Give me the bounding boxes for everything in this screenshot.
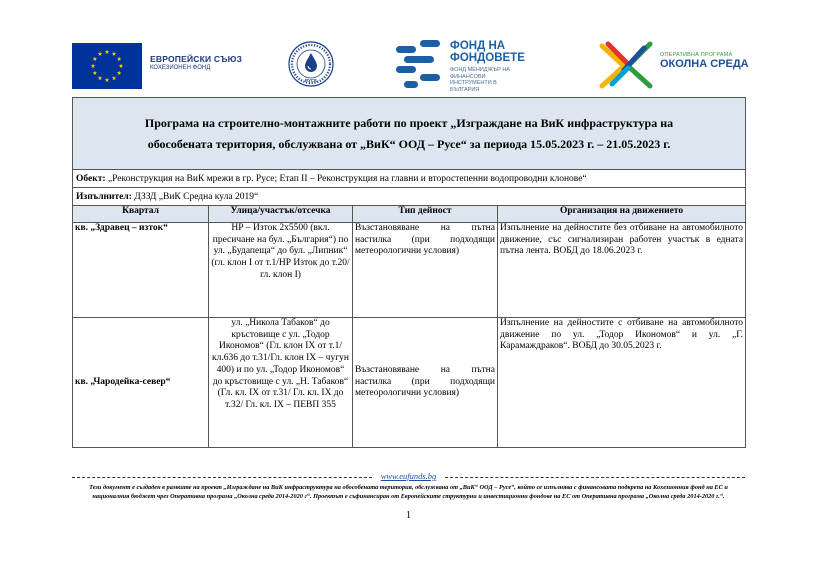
footer-url-line	[72, 471, 745, 483]
contractor-cell	[73, 188, 746, 206]
eu-name: ЕВРОПЕЙСКИ СЪЮЗ	[150, 54, 243, 64]
env-line2: ОКОЛНА СРЕДА	[660, 58, 749, 70]
environment-program-icon	[598, 40, 654, 90]
object-cell	[73, 170, 746, 188]
object-row	[73, 170, 746, 188]
column-header: Улица/участък/отсечка	[209, 206, 353, 223]
eu-flag-icon	[72, 43, 142, 89]
title-line-1: Програма на строително-монтажните работи по проект „Изграждане на ВиК инфраструктура на	[144, 115, 674, 130]
eufunds-link[interactable]: www.eufunds.bg	[380, 471, 437, 481]
column-header: Квартал	[73, 206, 209, 223]
object-value: „Реконструкция на ВиК мрежи в гр. Русе; Етап II – Реконструкция на главни и второстепенни водопроводни клонове“	[105, 173, 587, 184]
contractor-value: ДЗЗД „ВиК Средна кула 2019“	[131, 191, 259, 202]
district-cell: кв. „Здравец – изток“	[73, 223, 209, 318]
title-row	[73, 98, 746, 170]
fund-of-funds-text	[450, 40, 525, 93]
table-row	[73, 223, 746, 318]
fund-line1: ФОНД НА	[450, 40, 506, 52]
schedule-table	[72, 97, 746, 448]
column-header: Организация на движението	[498, 206, 746, 223]
document-title	[73, 98, 746, 170]
seal-label: РУСЕ	[305, 78, 317, 83]
activity-cell: Възстановяване на пътна настилка (при подходящи метеорологични условия)	[353, 223, 498, 318]
page-number: 1	[406, 510, 411, 521]
street-cell: ул. „Никола Табаков“ до кръстовище с ул. „Тодор Икономов“ (Гл. клон IX от т.1/кл.636 до т.31/Гл. клон IX – чугун 400) и по ул. „Тодор Икономов“ до кръстовище с ул. „Н. Табаков“ (Гл. кл. IX от т.31/ Гл. кл. IX до т.32/ Гл. кл. IX – ПЕВП 355	[209, 318, 353, 448]
activity-cell: Възстановяване на пътна настилка (при подходящи метеорологични условия)	[353, 318, 498, 448]
footer-disclaimer: Тези документ е създаден в рамките на проект „Изграждане на ВиК инфраструктура на обособената територия, обслужвана от „ВиК“ ООД – Русе“, който се изпълнява с финансовата подкрепа на Кохезионния фонд на ЕС и националния бюджет чрез Оперативна програма „Околна среда 2014-2020 г“. Проектът е съфинансиран от Европейските структурни и инвестиционни фондове на ЕС от Оперативна програма „Околна среда 2014-2020 г.“.	[89, 484, 728, 501]
street-cell: НР – Изток 2х5500 (вкл. пресичане на бул. „България“) по ул. „Будапеща“ до бул. „Липник“ (гл. клон I от т.1/НР Изток до т.20/ гл. клон I)	[209, 223, 353, 318]
env-line1: ОПЕРАТИВНА ПРОГРАМА	[660, 52, 733, 58]
logo-bar	[0, 0, 817, 95]
object-label: Обект:	[76, 173, 106, 184]
district-cell: кв. „Чародейка-север“	[73, 318, 209, 448]
eu-fund-name: КОХЕЗИОНЕН ФОНД	[150, 65, 211, 71]
traffic-cell: Изпълнение на дейностите с отбиване на автомобилното движение по ул. „Тодор Икономов“ и ул. „Г. Карамаждраков“. ВОБД до 30.05.2023 г.	[498, 318, 746, 448]
contractor-label: Изпълнител:	[76, 191, 132, 202]
traffic-cell: Изпълнение на дейностите без отбиване на автомобилното движение, със сигнализиран работен участък в едната пътна лента. ВОБД до 18.06.2023 г.	[498, 223, 746, 318]
vik-ruse-seal-icon	[287, 40, 335, 88]
fund-subtitle: ФОНД МЕНИДЖЪР НА ФИНАНСОВИ ИНСТРУМЕНТИ В БЪЛГАРИЯ	[450, 67, 510, 93]
column-header: Тип дейност	[353, 206, 498, 223]
title-line-2: обособената територия, обслужвана от „ВиК“ ООД – Русе“ за периода 15.05.2023 г. – 21.05.2023 г.	[147, 136, 671, 151]
table-header-row	[73, 206, 746, 223]
contractor-row	[73, 188, 746, 206]
environment-program-text	[660, 52, 749, 70]
table-row	[73, 318, 746, 448]
eu-logo-text	[150, 54, 242, 71]
fund-of-funds-icon	[396, 40, 442, 88]
fund-line2: ФОНДОВЕТЕ	[450, 52, 525, 64]
